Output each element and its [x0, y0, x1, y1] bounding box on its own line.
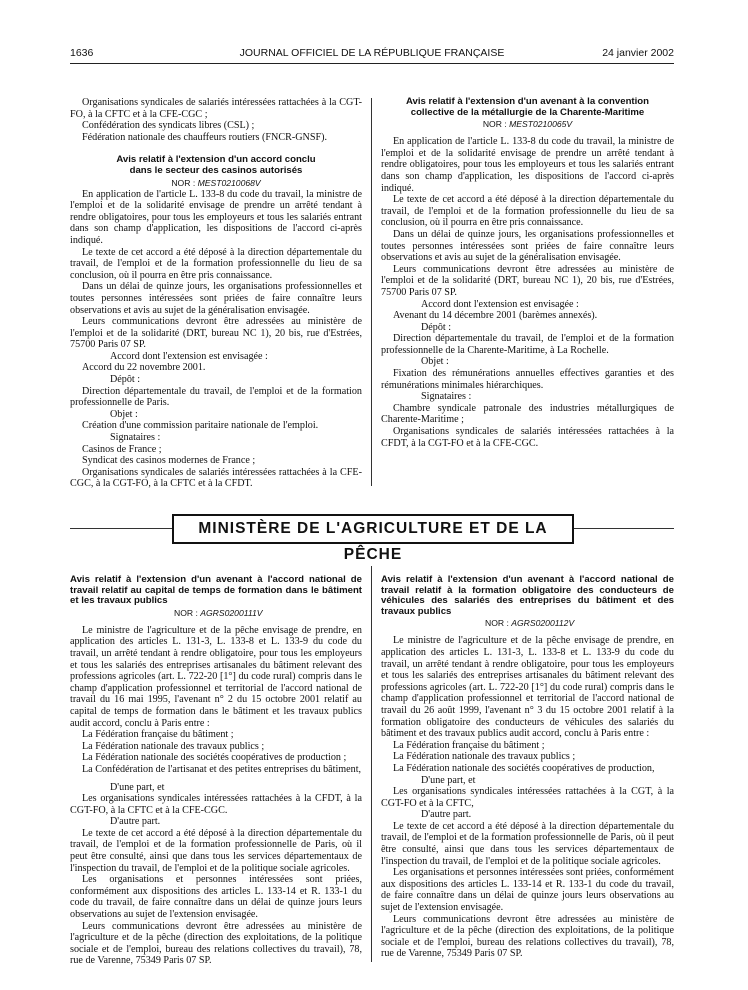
- paragraph: Les organisations et personnes intéressées sont priées, conformément aux dispositions des articles L. 133-14 et R. 133-1 du code du travail, de faire connaître dans un délai de quinze jours leurs observations au sujet de l'extension envisagée.: [381, 867, 674, 914]
- signatory: Organisations syndicales de salariés intéressées rattachées à la CFDT, à la CGT-FO et à la CFE-CGC.: [381, 426, 674, 449]
- left-bottom-column: [70, 575, 362, 967]
- intro-line: Organisations syndicales de salariés intéressées rattachées à la CGT-FO, à la CFTC et à la CFE-CGC ;: [70, 97, 362, 120]
- nor-reference: NOR : AGRS0200111V: [174, 607, 263, 618]
- paragraph: En application de l'article L. 133-8 du code du travail, la ministre de l'emploi et de la solidarité envisage de prendre un arrêté tendant à rendre obligatoires, pour tous les employeurs et tous les salariés entrant dans son champ d'application, les dispositions de l'accord ci-après indiqué.: [381, 136, 674, 194]
- objet-value: Création d'une commission paritaire nationale de l'emploi.: [82, 420, 319, 432]
- objet-label: Objet :: [421, 356, 449, 368]
- party: La Fédération française du bâtiment ;: [82, 729, 234, 741]
- paragraph: Leurs communications devront être adressées au ministère de l'emploi et de la solidarité (DRT, bureau NC 1), 20 bis, rue d'Estrées, 75700 Paris 07 SP.: [70, 316, 362, 351]
- signatory: Syndicat des casinos modernes de France ;: [82, 455, 256, 467]
- paragraph: Le ministre de l'agriculture et de la pêche envisage de prendre, en application des articles L. 131-3, L. 133-8 et L. 133-9 du code du travail, un arrêté tendant à rendre obligatoire, pour tous les employeurs et tous les salariés des entreprises artisanales du bâtiment relevant des professions agricoles (art. L. 722-20 [1°] du code rural) compris dans le champ d'application professionnel et territorial de l'accord national de travail du 26 août 1999, l'avenant n° 3 du 15 octobre 2001 relatif à la formation obligatoire des conducteurs de véhicules des salariés du bâtiment et des travaux publics audit accord, conclu à Paris entre :: [381, 635, 674, 740]
- paragraph: Dans un délai de quinze jours, les organisations professionnelles et toutes personnes intéressées sont priées de faire connaître leurs observations et avis au sujet de la généralisation envisagée.: [381, 228, 674, 264]
- signataires-label: Signataires :: [110, 432, 161, 444]
- paragraph: Leurs communications devront être adressées au ministère de l'agriculture et de la pêche (direction des exploitations, de la politique sociale et de l'emploi, bureau des relations collectives du travail), 78, rue de Varenne, 75349 Paris 07 SP.: [70, 920, 362, 967]
- party: La Fédération française du bâtiment ;: [393, 739, 545, 751]
- party: La Fédération nationale des sociétés coopératives de production ;: [82, 752, 347, 764]
- other-part: D'autre part.: [110, 816, 161, 828]
- depot-label: Dépôt :: [110, 374, 141, 386]
- paragraph: Les organisations et personnes intéressées sont priées, conformément aux dispositions des articles L. 133-14 et R. 133-1 du code du travail, de faire connaître dans un délai de quinze jours leurs observations au sujet de l'extension envisagée.: [70, 874, 362, 921]
- party: La Confédération de l'artisanat et des petites entreprises du bâtiment,: [82, 763, 362, 775]
- accord-value: Avenant du 14 décembre 2001 (barèmes annexés).: [393, 310, 598, 322]
- ministry-heading-band: [70, 514, 674, 563]
- objet-label: Objet :: [110, 408, 138, 420]
- unions: Les organisations syndicales intéressées rattachées à la CFDT, à la CGT-FO, à la CFTC et à la CFE-CGC.: [70, 793, 362, 816]
- depot-value: Direction départementale du travail, de l'emploi et de la formation professionnelle de la Charente-Maritime, à La Rochelle.: [381, 333, 674, 356]
- unions: Les organisations syndicales intéressées rattachées à la CGT, à la CGT-FO et à la CFTC,: [381, 786, 674, 809]
- paragraph: En application de l'article L. 133-8 du code du travail, la ministre de l'emploi et de la solidarité envisage de prendre un arrêté tendant à rendre obligatoires, pour tous les employeurs et tous les salariés entrant dans son champ d'application, les dispositions de l'accord ci-après indiqué.: [70, 188, 362, 246]
- paragraph: Leurs communications devront être adressées au ministère de l'agriculture et de la pêche (direction des exploitations, de la politique sociale et de l'emploi, bureau des relations collectives du travail), 78, rue de Varenne, 75349 Paris 07 SP.: [381, 913, 674, 960]
- accord-label: Accord dont l'extension est envisagée :: [421, 298, 579, 310]
- one-part: D'une part, et: [110, 781, 165, 793]
- column-divider: [371, 566, 372, 962]
- depot-value: Direction départementale du travail, de l'emploi et de la formation professionnelle de Paris.: [70, 385, 362, 409]
- issue-date: 24 janvier 2002: [602, 47, 674, 59]
- paragraph: Le texte de cet accord a été déposé à la direction départementale du travail, de l'emploi et de la formation professionnelle de Paris, où il peut être consulté, ainsi que dans tous les services départementaux de l'inspection du travail, de l'emploi et de la politique sociale agricoles.: [381, 820, 674, 867]
- nor-reference: NOR : AGRS0200112V: [485, 618, 575, 629]
- accord-value: Accord du 22 novembre 2001.: [82, 362, 206, 374]
- party: La Fédération nationale des sociétés coopératives de production,: [393, 762, 655, 774]
- other-part: D'autre part.: [421, 809, 472, 821]
- notice-title: Avis relatif à l'extension d'un avenant à l'accord national de travail relatif à la formation obligatoire des conducteurs de véhicules des salariés des entreprises du bâtiment et des travaux publics: [381, 574, 674, 617]
- signatory: Casinos de France ;: [82, 443, 162, 455]
- notice-title: Avis relatif à l'extension d'un avenant à la convention collective de la métallurgie de la Charente-Maritime: [405, 96, 650, 118]
- signatory: Organisations syndicales de salariés intéressées rattachées à la CFE-CGC, à la CGT-FO, à la CFTC et à la CFDT.: [70, 466, 362, 490]
- paragraph: Le texte de cet accord a été déposé à la direction départementale du travail, de l'emploi et de la formation professionnelle du lieu de sa conclusion, où il pourra en être pris connaissance.: [70, 246, 362, 281]
- paragraph: Dans un délai de quinze jours, les organisations professionnelles et toutes personnes intéressées sont priées de faire connaître leurs observations et avis au sujet de la généralisation envisagée.: [70, 281, 362, 316]
- notice-title: Avis relatif à l'extension d'un avenant à l'accord national de travail relatif au capital de temps de formation dans le bâtiment et les travaux publics: [70, 574, 362, 607]
- signataires-label: Signataires :: [421, 391, 472, 403]
- running-header: [70, 47, 674, 63]
- paragraph: Le texte de cet accord a été déposé à la direction départementale du travail, de l'emploi et de la formation professionnelle de Paris, où il peut être consulté, ainsi que dans tous les services départementaux de l'inspection du travail, de l'emploi et de la politique sociale agricoles.: [70, 827, 362, 874]
- accord-label: Accord dont l'extension est envisagée :: [110, 350, 268, 362]
- paragraph: Le ministre de l'agriculture et de la pêche envisage de prendre, en application des articles L. 131-3, L. 133-8 et L. 133-9 du code du travail, un arrêté tendant à rendre obligatoire, pour tous les employeurs et tous les salariés des entreprises artisanales du bâtiment relevant des professions agricoles (art. L. 722-20 [1°] du code rural) compris dans le champ d'application professionnel et territorial de l'accord national de travail du 16 mai 1995, l'avenant n° 2 du 15 octobre 2001 relatif au capital de temps de formation dans le bâtiment et les travaux publics audit accord, conclu à Paris entre :: [70, 624, 362, 729]
- ministry-heading: MINISTÈRE DE L'AGRICULTURE ET DE LA PÊCHE: [172, 514, 574, 544]
- signatory: Chambre syndicale patronale des industries métallurgiques de Charente-Maritime ;: [381, 402, 674, 426]
- objet-value: Fixation des rémunérations annuelles effectives garanties et des rémunérations minimales hiérarchiques.: [381, 368, 674, 391]
- intro-line: Confédération des syndicats libres (CSL) ;: [82, 120, 255, 132]
- nor-reference: NOR : MEST0210065V: [482, 119, 573, 130]
- party: La Fédération nationale des travaux publics ;: [82, 740, 265, 752]
- depot-label: Dépôt :: [421, 321, 452, 333]
- right-top-column: [381, 97, 674, 449]
- one-part: D'une part, et: [421, 774, 476, 786]
- paragraph: Le texte de cet accord a été déposé à la direction départementale du travail, de l'emploi et de la formation professionnelle du lieu de sa conclusion, où il pourra en être pris connaissance.: [381, 194, 674, 229]
- left-top-column: [70, 97, 362, 490]
- paragraph: Leurs communications devront être adressées au ministère de l'emploi et de la solidarité (DRT, bureau NC 1), 20 bis, rue d'Estrées, 75700 Paris 07 SP.: [381, 263, 674, 298]
- journal-title: JOURNAL OFFICIEL DE LA RÉPUBLIQUE FRANÇAISE: [239, 47, 505, 59]
- right-bottom-column: [381, 575, 674, 960]
- column-divider: [371, 98, 372, 486]
- party: La Fédération nationale des travaux publics ;: [393, 751, 576, 763]
- intro-line: Fédération nationale des chauffeurs routiers (FNCR-GNSF).: [82, 131, 328, 143]
- nor-reference: NOR : MEST0210068V: [171, 177, 261, 188]
- notice-title: Avis relatif à l'extension d'un accord conclu dans le secteur des casinos autorisés: [116, 154, 316, 176]
- page-number: 1636: [70, 47, 94, 59]
- header-rule: [70, 63, 674, 64]
